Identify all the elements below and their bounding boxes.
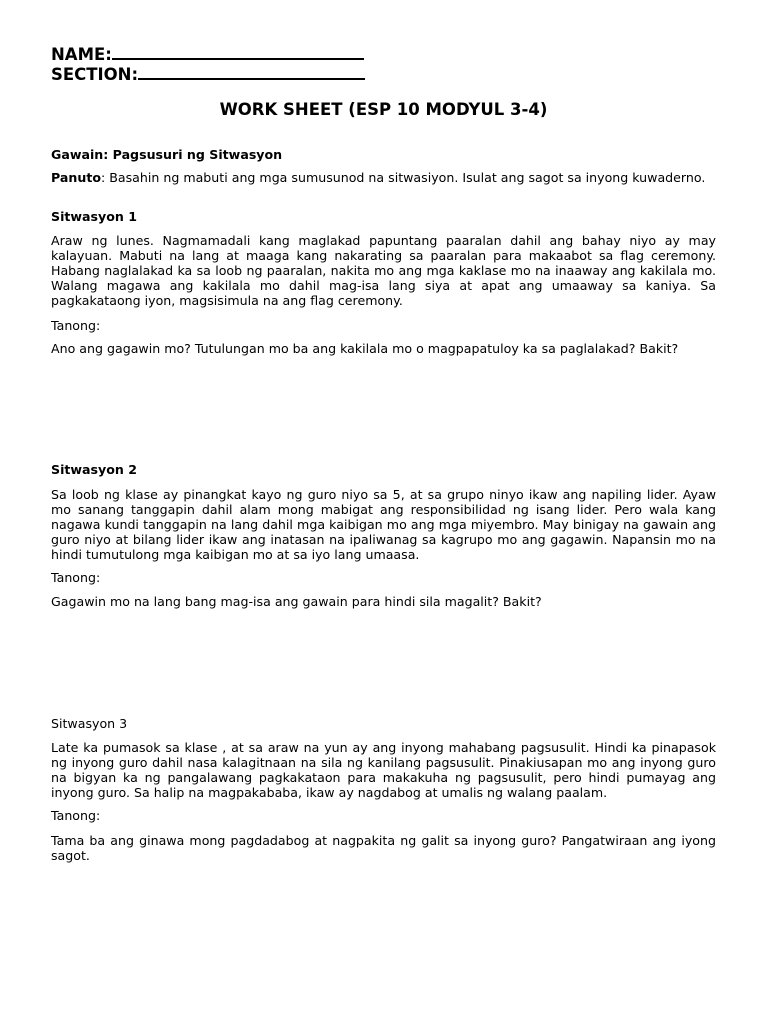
section-field[interactable] xyxy=(51,63,365,85)
situation-3-question: Tama ba ang ginawa mong pagdadabog at nagpakita ng galit sa inyong guro? Pangatwiraan ang iyong sagot. xyxy=(51,833,716,863)
situation-2-question: Gagawin mo na lang bang mag-isa ang gawain para hindi sila magalit? Bakit? xyxy=(51,594,542,609)
name-label: NAME: xyxy=(51,45,112,64)
situation-1-heading: Sitwasyon 1 xyxy=(51,209,138,224)
situation-2-question-label: Tanong: xyxy=(51,570,101,585)
situation-2-text: Sa loob ng klase ay pinangkat kayo ng guro niyo sa 5, at sa grupo ninyo ikaw ang napiling lider. Ayaw mo sanang tanggapin dahil alam mong mabigat ang responsibilidad ng isang lider. Pero wala kang nagawa kundi tanggapin na lang dahil mga kaibigan mo ang mga miyembro. May binigay na gawain ang guro niyo at bilang lider ikaw ang inatasan na ipaliwanag sa kagrupo mo ang gagawin. Napansin mo na hindi tumutulong mga kaibigan mo at sa iyo lang umaasa. xyxy=(51,487,716,562)
situation-3-heading: Sitwasyon 3 xyxy=(51,716,128,731)
situation-1-question-label: Tanong: xyxy=(51,318,101,333)
name-field[interactable] xyxy=(51,43,364,65)
situation-3-text: Late ka pumasok sa klase , at sa araw na yun ay ang inyong mahabang pagsusulit. Hindi ka pinapasok ng inyong guro dahil nasa kalagitnaan na sila ng kanilang pagsusulit. Pinakiusapan mo ang inyong guro na bigyan ka ng pangalawang pagkakataon para makakuha ng pagsusulit, pero hindi pumayag ang inyong guro. Sa halip na magpakababa, ikaw ay nagdabog at umalis ng walang paalam. xyxy=(51,740,716,800)
section-blank-line xyxy=(138,63,365,80)
worksheet-page xyxy=(51,0,716,1024)
instructions xyxy=(51,170,716,185)
situation-1-text: Araw ng lunes. Nagmamadali kang maglakad papuntang paaralan dahil ang bahay niyo ay may kalayuan. Mabuti na lang at maaga kang nakarating sa paaralan para makaabot sa flag ceremony. Habang naglalakad ka sa loob ng paaralan, nakita mo ang mga kaklase mo na inaaway ang kakilala mo. Walang magawa ang kakilala mo dahil mag-isa lang siya at apat ang umaaway sa kaniya. Sa pagkakataong iyon, magsisimula na ang flag ceremony. xyxy=(51,233,716,308)
situation-1-question: Ano ang gagawin mo? Tutulungan mo ba ang kakilala mo o magpapatuloy ka sa paglalakad? Bakit? xyxy=(51,341,679,356)
instructions-label: Panuto xyxy=(51,170,101,185)
activity-label: Gawain: Pagsusuri ng Sitwasyon xyxy=(51,147,283,162)
name-blank-line xyxy=(112,43,364,60)
situation-2-heading: Sitwasyon 2 xyxy=(51,462,138,477)
instructions-text: : Basahin ng mabuti ang mga sumusunod na sitwasiyon. Isulat ang sagot sa inyong kuwaderno. xyxy=(101,170,706,185)
worksheet-title: WORK SHEET (ESP 10 MODYUL 3-4) xyxy=(219,100,548,119)
situation-3-question-label: Tanong: xyxy=(51,808,101,823)
section-label: SECTION: xyxy=(51,65,139,84)
